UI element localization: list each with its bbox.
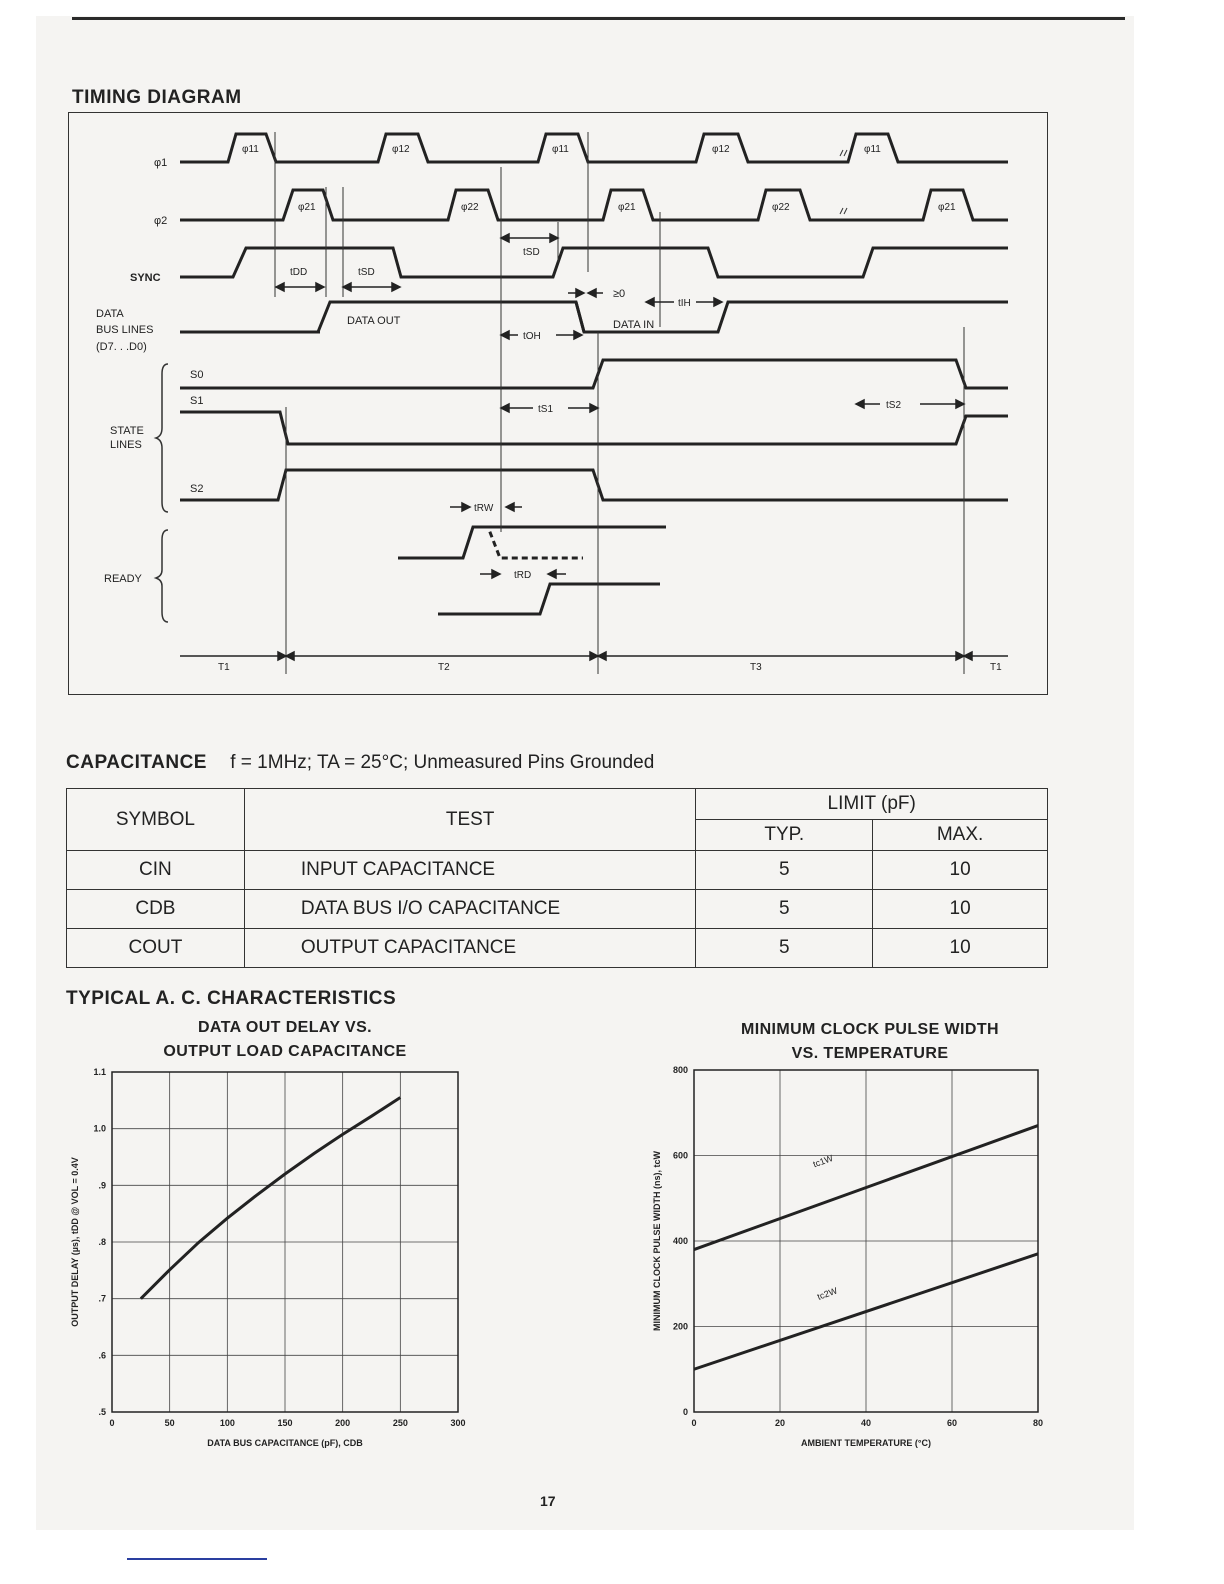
pulse-label: φ11 bbox=[242, 144, 259, 155]
col-header-test: TEST bbox=[244, 789, 696, 851]
test-cell: INPUT CAPACITANCE bbox=[244, 851, 696, 890]
state-label-2: LINES bbox=[110, 439, 142, 451]
toh-label: tOH bbox=[523, 331, 541, 342]
series-label-tc1w: tc1W bbox=[811, 1152, 835, 1170]
ac-characteristics-title: TYPICAL A. C. CHARACTERISTICS bbox=[66, 988, 397, 1009]
period-t2-label: T2 bbox=[438, 662, 450, 673]
y-tick-label: .6 bbox=[98, 1350, 106, 1361]
state-lines-brace bbox=[156, 364, 168, 512]
ready-brace bbox=[156, 530, 168, 622]
right-chart-title bbox=[700, 1018, 1040, 1066]
series-line-tDD bbox=[141, 1098, 401, 1299]
y-axis-label: OUTPUT DELAY (µs), tDD @ VOL = 0.4V bbox=[70, 1157, 80, 1327]
max-cell: 10 bbox=[873, 851, 1048, 890]
s2-waveform bbox=[180, 470, 1008, 500]
pulse-label: φ22 bbox=[461, 202, 479, 213]
tsd2-label: tSD bbox=[523, 247, 540, 258]
y-tick-label: 0 bbox=[682, 1407, 688, 1417]
pulse-label: φ22 bbox=[772, 202, 790, 213]
typ-cell: 5 bbox=[696, 929, 873, 968]
ready-label: READY bbox=[104, 573, 142, 585]
period-t3-label: T3 bbox=[750, 662, 762, 673]
ts2-label: tS2 bbox=[886, 400, 902, 411]
x-axis-label: DATA BUS CAPACITANCE (pF), CDB bbox=[207, 1438, 363, 1448]
x-tick-label: 0 bbox=[691, 1418, 697, 1428]
period-t1-label: T1 bbox=[218, 662, 230, 673]
pulse-width-vs-temperature-chart bbox=[630, 1060, 1060, 1465]
s1-label: S1 bbox=[190, 395, 204, 407]
delay-vs-capacitance-chart bbox=[60, 1060, 480, 1465]
capacitance-label: CAPACITANCE bbox=[66, 752, 207, 773]
phi1-waveform bbox=[180, 134, 1008, 162]
timing-diagram bbox=[68, 112, 1048, 695]
x-tick-label: 300 bbox=[450, 1418, 466, 1428]
y-tick-label: 1.1 bbox=[93, 1067, 106, 1077]
capacitance-heading bbox=[66, 752, 654, 774]
sync-label: SYNC bbox=[130, 272, 161, 284]
ready-waveform-2 bbox=[438, 584, 660, 614]
footer-rule bbox=[127, 1558, 267, 1560]
symbol-cell: CIN bbox=[67, 851, 245, 890]
col-header-typ: TYP. bbox=[696, 820, 873, 851]
s2-label: S2 bbox=[190, 483, 204, 495]
ge0-label: ≥0 bbox=[613, 288, 626, 300]
x-tick-label: 0 bbox=[109, 1418, 115, 1428]
x-axis-label: AMBIENT TEMPERATURE (°C) bbox=[801, 1438, 931, 1448]
y-tick-label: 1.0 bbox=[93, 1123, 106, 1134]
capacitance-table bbox=[66, 788, 1048, 968]
y-tick-label: .7 bbox=[98, 1293, 106, 1304]
table-row bbox=[67, 890, 1048, 929]
col-header-limit: LIMIT (pF) bbox=[696, 789, 1048, 820]
table-row bbox=[67, 929, 1048, 968]
x-tick-label: 150 bbox=[277, 1418, 293, 1428]
s0-waveform bbox=[180, 360, 1008, 388]
page-number: 17 bbox=[540, 1493, 556, 1509]
max-cell: 10 bbox=[873, 890, 1048, 929]
timing-diagram-title: TIMING DIAGRAM bbox=[72, 87, 242, 108]
data-bus-label-1: DATA bbox=[96, 308, 124, 320]
max-cell: 10 bbox=[873, 929, 1048, 968]
y-axis-label: MINIMUM CLOCK PULSE WIDTH (ns), tcW bbox=[652, 1151, 662, 1331]
data-bus-low bbox=[180, 302, 1008, 332]
left-chart-title-line1: DATA OUT DELAY VS. bbox=[197, 1019, 373, 1036]
y-tick-label: 400 bbox=[672, 1236, 688, 1246]
capacitance-conditions: f = 1MHz; TA = 25°C; Unmeasured Pins Grounded bbox=[230, 752, 655, 773]
x-tick-label: 60 bbox=[946, 1418, 958, 1428]
x-tick-label: 100 bbox=[219, 1418, 235, 1428]
s0-label: S0 bbox=[190, 369, 204, 381]
y-tick-label: 800 bbox=[672, 1065, 688, 1075]
test-cell: DATA BUS I/O CAPACITANCE bbox=[244, 890, 696, 929]
x-tick-label: 80 bbox=[1032, 1418, 1044, 1428]
top-rule bbox=[72, 17, 1125, 20]
typ-cell: 5 bbox=[696, 890, 873, 929]
phi1-label: φ1 bbox=[154, 157, 168, 169]
left-chart-title bbox=[120, 1016, 450, 1064]
data-in-label: DATA IN bbox=[613, 319, 655, 331]
trw-label: tRW bbox=[474, 503, 494, 514]
x-tick-label: 40 bbox=[860, 1418, 872, 1428]
trd-label: tRD bbox=[514, 570, 532, 581]
s1-waveform bbox=[180, 412, 1008, 444]
state-label-1: STATE bbox=[110, 425, 144, 437]
col-header-symbol: SYMBOL bbox=[67, 789, 245, 851]
tdd-label: tDD bbox=[290, 267, 308, 278]
table-row bbox=[67, 851, 1048, 890]
y-tick-label: 600 bbox=[672, 1150, 688, 1161]
pulse-label: φ11 bbox=[552, 144, 569, 155]
data-bus-label-3: (D7. . .D0) bbox=[96, 341, 147, 353]
x-tick-label: 50 bbox=[164, 1418, 175, 1428]
ready-trw-edge bbox=[473, 527, 583, 558]
left-chart-title-line2: OUTPUT LOAD CAPACITANCE bbox=[163, 1043, 407, 1060]
pulse-label: φ21 bbox=[618, 202, 636, 213]
right-chart-title-line2: VS. TEMPERATURE bbox=[791, 1045, 949, 1062]
data-out-label: DATA OUT bbox=[347, 315, 401, 327]
pulse-label: φ12 bbox=[392, 144, 410, 155]
data-bus-label-2: BUS LINES bbox=[96, 324, 154, 336]
pulse-label: φ11 bbox=[864, 144, 881, 155]
y-tick-label: .5 bbox=[98, 1407, 106, 1417]
tih-label: tIH bbox=[678, 298, 691, 309]
x-tick-label: 20 bbox=[774, 1418, 786, 1428]
typ-cell: 5 bbox=[696, 851, 873, 890]
ready-waveform-1 bbox=[398, 527, 666, 558]
series-label-tc2w: tc2W bbox=[815, 1285, 839, 1302]
x-tick-label: 200 bbox=[335, 1418, 351, 1428]
tsd-label: tSD bbox=[358, 267, 375, 278]
col-header-max: MAX. bbox=[873, 820, 1048, 851]
right-chart-title-line1: MINIMUM CLOCK PULSE WIDTH bbox=[741, 1021, 999, 1038]
phi2-label: φ2 bbox=[154, 215, 168, 227]
pulse-label: φ21 bbox=[298, 202, 316, 213]
pulse-label: φ21 bbox=[938, 202, 956, 213]
ts1-label: tS1 bbox=[538, 404, 554, 415]
x-tick-label: 250 bbox=[392, 1418, 408, 1428]
symbol-cell: CDB bbox=[67, 890, 245, 929]
y-tick-label: 200 bbox=[672, 1321, 688, 1332]
y-tick-label: .8 bbox=[98, 1237, 106, 1247]
symbol-cell: COUT bbox=[67, 929, 245, 968]
test-cell: OUTPUT CAPACITANCE bbox=[244, 929, 696, 968]
period-t1b-label: T1 bbox=[990, 662, 1002, 673]
y-tick-label: .9 bbox=[98, 1180, 106, 1191]
pulse-label: φ12 bbox=[712, 144, 730, 155]
